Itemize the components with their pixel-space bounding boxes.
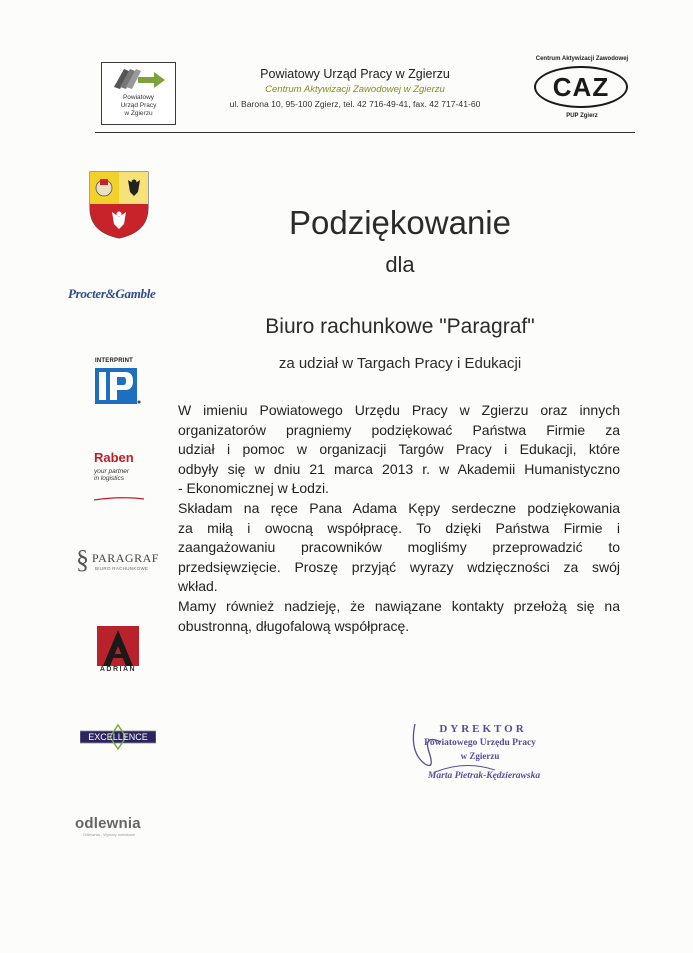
paragraf-subtitle: BIURO RACHUNKOWE (95, 566, 149, 571)
office-address: ul. Barona 10, 95-100 Zgierz, tel. 42 716-49-41, fax. 42 717-41-60 (229, 99, 481, 109)
letter-line: przedsięwzięcie. Proszę przyjąć wyrazy wdzięczności za swój (178, 558, 620, 575)
stamp-signatory: Marta Pietrak-Kędzierawska (427, 771, 541, 781)
header-divider (95, 132, 635, 133)
letter-line: zaangażowaniu pracowników mogliśmy przeprowadzić to (178, 539, 620, 556)
recipient-reason: za udział w Targach Pracy i Edukacji (278, 355, 522, 372)
raben-tagline-line: your partner (94, 468, 130, 475)
letter-paragraph (178, 401, 620, 499)
paragraf-section-icon: § (76, 545, 89, 574)
stamp-title: DYREKTOR (439, 723, 527, 735)
letter-line: wkład. (178, 578, 218, 595)
caz-logo (534, 66, 628, 108)
pup-logo (101, 62, 176, 125)
interprint-label: INTERPRINT (95, 358, 133, 364)
odlewnia-subtitle: Odlewnia - Wyroby metalowe (83, 832, 135, 837)
caz-caption-bottom: PUP Zgierz (566, 113, 598, 119)
letter-line: za miłą i owocną współpracę. To dzięki Państwa Firmie i (178, 519, 620, 536)
letter-line: udział i pomoc w organizacji Targów Pracy i Edukacji, które (178, 441, 620, 458)
office-subtitle: Centrum Aktywizacji Zawodowej w Zgierzu (265, 84, 445, 95)
raben-tagline (94, 468, 154, 482)
raben-underline (94, 488, 144, 506)
letter-line: obustronną, długofalową współpracę. (178, 617, 410, 634)
adrian-name: ADRIAN (99, 666, 137, 673)
letter-title: Podziękowanie (289, 204, 511, 241)
odlewnia-logo: odlewnia (75, 815, 141, 832)
letter-line: Składam na ręce Pana Adama Kępy serdeczne podziękowania (178, 500, 620, 516)
office-name: Powiatowy Urząd Pracy w Zgierzu (260, 67, 450, 81)
interprint-logo (95, 368, 141, 411)
raben-tagline-line: in logistics (94, 475, 124, 482)
arrow-cards-icon (102, 63, 175, 95)
letter-title-for: dla (385, 252, 415, 277)
procter-gamble-logo: Procter&Gamble (68, 286, 156, 301)
letter-line: organizatorów pragniemy podziękować Państwa Firmie za (178, 421, 620, 438)
letter-line: W imieniu Powiatowego Urzędu Pracy w Zgierzu oraz innych (178, 402, 620, 418)
letter-line: - Ekonomicznej w Łodzi. (178, 480, 329, 497)
caz-logo-text: CAZ (552, 72, 610, 102)
adrian-logo (97, 626, 139, 671)
letter-line: Mamy również nadzieję, że nawiązane kontakty przełożą się na (178, 598, 620, 614)
recipient-name: Biuro rachunkowe "Paragraf" (265, 315, 535, 338)
letter-paragraph (178, 597, 620, 636)
caz-caption-top: Centrum Aktywizacji Zawodowej (535, 56, 629, 62)
excellence-logo (80, 724, 156, 755)
pup-logo-line: w Zgierzu (124, 110, 153, 117)
excellence-text: EXCELLENCE (88, 732, 148, 742)
pup-logo-line: Powiatowy (122, 94, 155, 101)
stamp-office: Powiatowego Urzędu Pracy (424, 738, 536, 748)
letter-paragraph (178, 499, 620, 597)
coat-of-arms-icon (88, 170, 150, 245)
letter-line: odbyły się w dniu 21 marca 2013 r. w Akademii Humanistyczno (178, 460, 620, 477)
paragraf-logo: PARAGRAF (92, 551, 159, 565)
pup-logo-line: Urząd Pracy (120, 102, 157, 109)
raben-logo: Raben (94, 450, 134, 465)
stamp-location: w Zgierzu (460, 751, 500, 761)
